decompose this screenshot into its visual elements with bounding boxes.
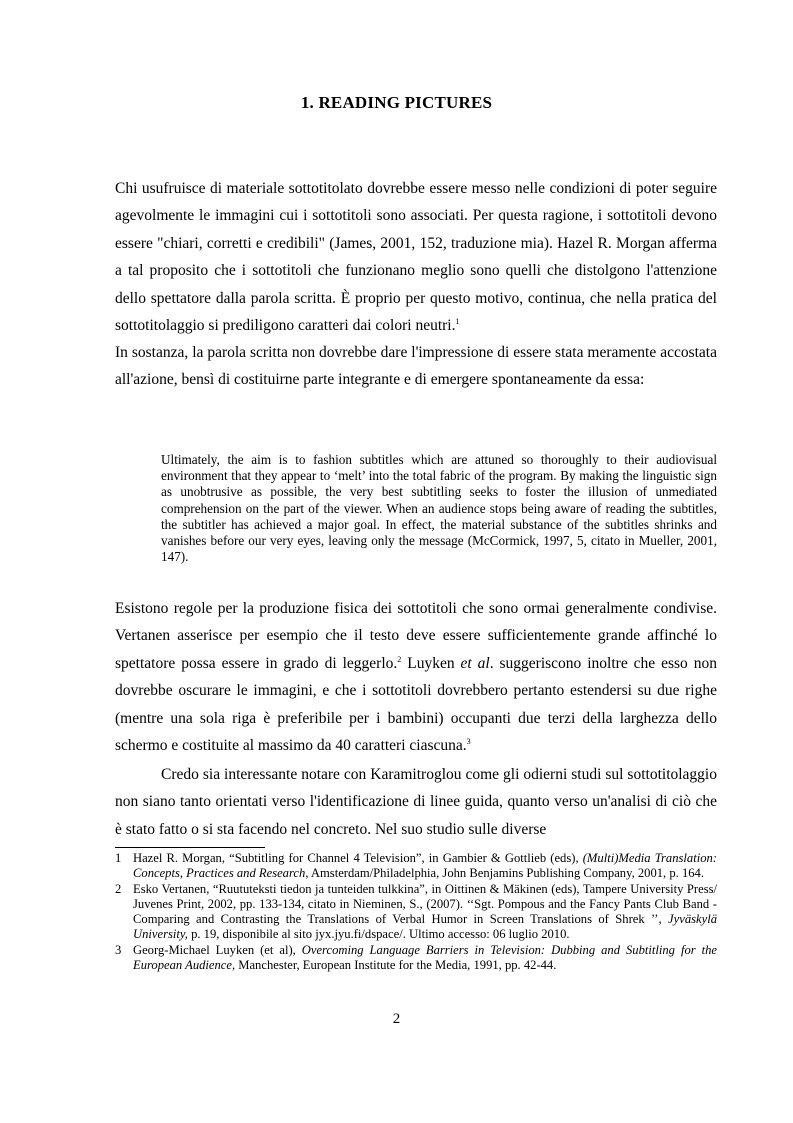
footnote-separator bbox=[115, 847, 265, 848]
footnote-text-part: Esko Vertanen, “Ruututeksti tiedon ja tunteiden tulkkina”, in Oittinen & Mäkinen (eds), Tampere University Press/ Juvenes Print, 2002, pp. 133-134, citato in Nieminen, S., (2007). ‘‘Sgt. Pompous and the Fancy Pants Club Band - Comparing and Contrasting the Translations of Verbal Humor in Screen Translations of Shrek ’’, bbox=[133, 881, 717, 927]
footnote-italic-title: Overcoming Language Barriers in Television: Dubbing and Subtitling for the European Audience, bbox=[133, 942, 717, 973]
paragraph-3-text-b: Luyken bbox=[401, 654, 461, 672]
footnote-ref-2[interactable]: 2 bbox=[397, 654, 402, 664]
footnote-number: 1 bbox=[115, 851, 122, 865]
footnote-1 bbox=[115, 851, 717, 882]
page-number: 2 bbox=[392, 1011, 401, 1027]
footnotes bbox=[115, 851, 717, 973]
footnote-text bbox=[133, 943, 717, 974]
paragraph-2: In sostanza, la parola scritta non dovrebbe dare l'impressione di essere stata meramente accostata all'azione, bensì di costituirne parte integrante e di emergere spontaneamente da essa: bbox=[115, 344, 717, 389]
footnote-text-part: p. 19, disponibile al sito jyx.jyu.fi/dspace/. Ultimo accesso: 06 luglio 2010. bbox=[187, 927, 570, 942]
footnote-text bbox=[133, 882, 717, 943]
paragraph-3 bbox=[115, 595, 717, 759]
footnote-text-part: Manchester, European Institute for the Media, 1991, pp. 42-44. bbox=[235, 958, 557, 973]
block-quote: Ultimately, the aim is to fashion subtitles which are attuned so thoroughly to their audiovisual environment that they appear to ‘melt’ into the total fabric of the program. By making the linguistic sign as unobtrusive as possible, the very best subtitling seeks to foster the illusion of unmediated comprehension on the part of the viewer. When an audience stops being aware of reading the subtitles, the subtitler has achieved a major goal. In effect, the material substance of the subtitles shrinks and vanishes before our very eyes, leaving only the message (McCormick, 1997, 5, citato in Mueller, 2001, 147). bbox=[161, 452, 717, 565]
footnote-ref-3[interactable]: 3 bbox=[466, 737, 471, 747]
paragraph-3-text-c: . suggeriscono inoltre che esso non dovrebbe oscurare le immagini, e che i sottotitoli dovrebbero pertanto estendersi su due righe (mentre una sola riga è preferibile per i bambini) occupanti due terzi della larghezza dello schermo e costituite al massimo da 40 caratteri ciascuna. bbox=[115, 654, 717, 755]
footnote-3 bbox=[115, 943, 717, 974]
chapter-title: 1. READING PICTURES bbox=[300, 93, 493, 112]
footnote-text bbox=[133, 851, 717, 882]
footnote-italic-title: (Multi)Media Translation: Concepts, Practices and Research bbox=[133, 851, 718, 881]
et-al-italic: et al bbox=[460, 654, 490, 672]
footnote-number: 2 bbox=[115, 881, 122, 896]
paragraph-4: Credo sia interessante notare con Karamitroglou come gli odierni studi sul sottotitolaggio non siano tanto orientati verso l'identificazione di linee guida, quanto verso un'analisi di ciò che è stato fatto o si sta facendo nel concreto. Nel suo studio sulle diverse bbox=[115, 766, 717, 838]
footnote-text-part: , Amsterdam/Philadelphia, John Benjamins Publishing Company, 2001, p. 164. bbox=[305, 866, 704, 881]
footnote-ref-1[interactable]: 1 bbox=[455, 317, 460, 327]
footnote-italic-title: Jyväskylä University, bbox=[133, 912, 717, 942]
paragraph-3-text-a: Esistono regole per la produzione fisica dei sottotitoli che sono ormai generalmente condivise. Vertanen asserisce per esempio che il testo deve essere sufficientemente grande affinché lo spettatore possa essere in grado di leggerlo. bbox=[115, 600, 717, 672]
footnote-2 bbox=[115, 882, 717, 943]
paragraph-1-text: Chi usufruisce di materiale sottotitolato dovrebbe essere messo nelle condizioni di poter seguire agevolmente le immagini cui i sottotitoli sono associati. Per questa ragione, i sottotitoli devono essere "chiari, corretti e credibili" (James, 2001, 152, traduzione mia). Hazel R. Morgan afferma a tal proposito che i sottotitoli che funzionano meglio sono quelli che distolgono l'attenzione dello spettatore dalla parola scritta. È proprio per questo motivo, continua, che nella pratica del sottotitolaggio si prediligono caratteri dai colori neutri. bbox=[115, 180, 717, 335]
paragraph-1 bbox=[115, 175, 717, 339]
footnote-text-part: Hazel R. Morgan, “Subtitling for Channel 4 Television”, in Gambier & Gottlieb (eds), bbox=[133, 851, 583, 865]
footnote-text-part: Georg-Michael Luyken (et al), bbox=[133, 942, 302, 957]
footnote-number: 3 bbox=[115, 942, 122, 957]
